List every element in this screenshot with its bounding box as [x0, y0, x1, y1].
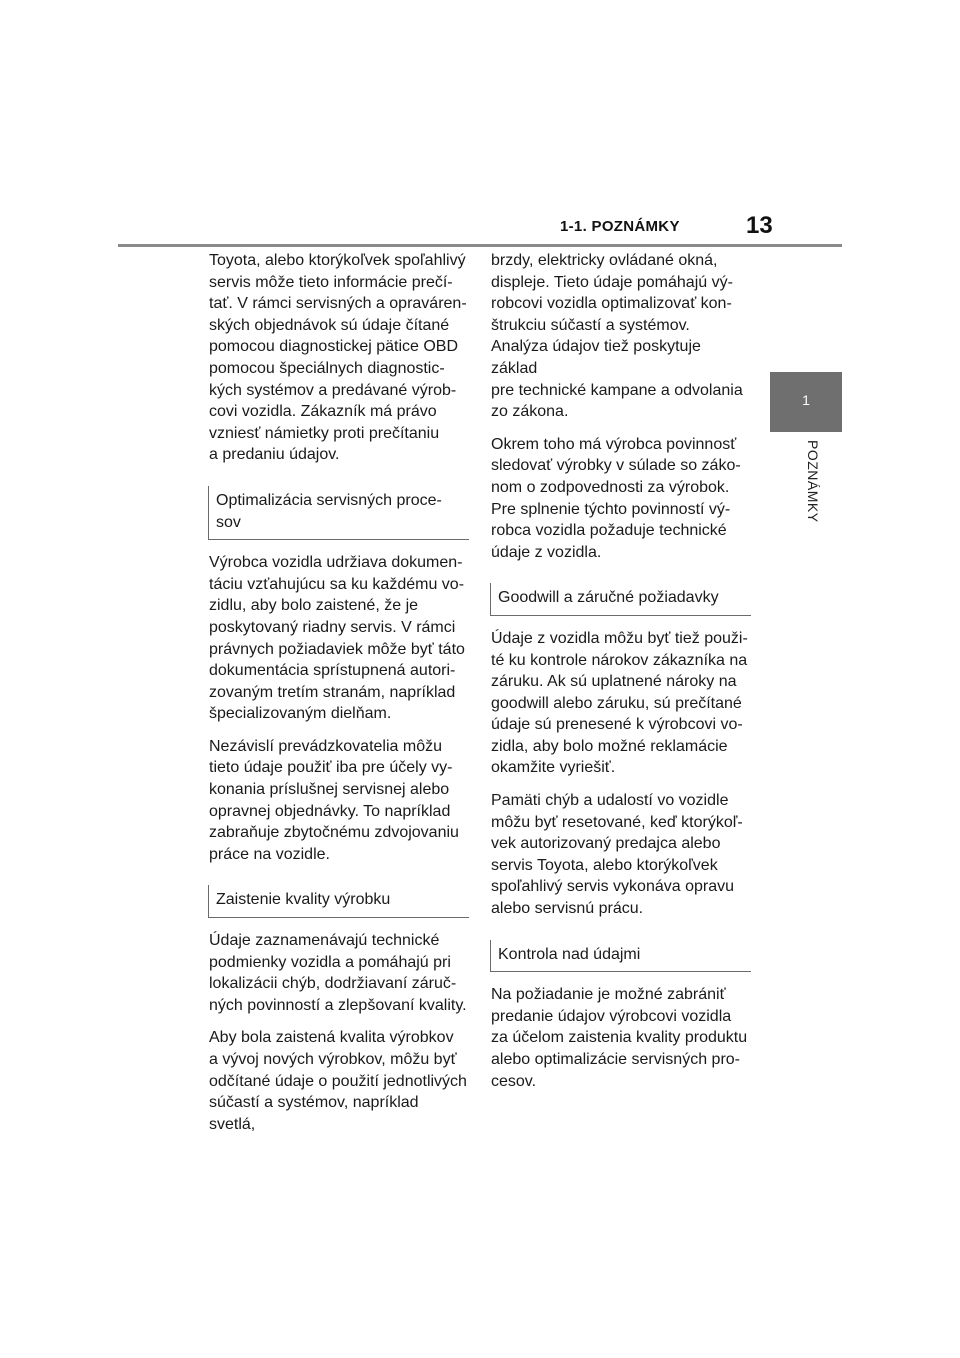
paragraph: Toyota, alebo ktorýkoľvek spoľahlivý servis môže tieto informácie prečí- tať. V rámci servisných a opraváren- ských objednávok sú údaje čítané pomocou diagnostickej pätice OBD pomocou špeciálnych diagnostic- kých systémov a predávané výrob- covi vozidla. Zákazník má právo vzniesť námietky proti prečítaniu a predaniu údajov. — [209, 252, 467, 464]
paragraph: brzdy, elektricky ovládané okná, displeje. Tieto údaje pomáhajú vý- robcovi vozidla optimalizovať kon- štrukciu súčastí a systémov. Analýza údajov tiež poskytuje základ pre technické kampane a odvolania zo zákona. — [491, 252, 743, 421]
paragraph: Údaje z vozidla môžu byť tiež použi- té ku kontrole nárokov zákazníka na záruku. Ak sú uplatnené nároky na goodwill alebo záruku, sú prečítané údaje sú prenesené k výrobcovi vo- zidla, aby bolo možné reklamácie okamžite vyriešiť. — [491, 629, 748, 777]
paragraph: Okrem toho má výrobca povinnosť sledovať výrobky v súlade so záko- nom o zodpovednosti za výrobok. Pre splnenie týchto povinností vý- robca vozidla požaduje technické údaje z vozidla. — [491, 435, 741, 561]
chapter-number: 1 — [802, 392, 810, 408]
paragraph: Na požiadanie je možné zabrániť predanie údajov výrobcovi vozidla za účelom zaistenia kvality produktu alebo optimalizácie servisných pro- cesov. — [491, 986, 748, 1090]
chapter-side-title: POZNÁMKY — [805, 440, 821, 523]
paragraph: Pamäti chýb a udalostí vo vozidle môžu byť resetované, keď ktorýkoľ- vek autorizovaný predajca alebo servis Toyota, alebo ktorýkoľvek spoľahlivý servis vykonáva opravu alebo servisnú prácu. — [491, 792, 743, 918]
right-column — [491, 250, 751, 1103]
subheading-goodwill-warranty: Goodwill a záručné požiadavky — [490, 583, 751, 616]
subheading-data-control: Kontrola nad údajmi — [490, 940, 751, 973]
section-title: 1-1. POZNÁMKY — [560, 218, 680, 235]
subheading-service-optimization: Optimalizácia servisných proce- sov — [208, 486, 469, 540]
paragraph: Údaje zaznamenávajú technické podmienky vozidla a pomáhajú pri lokalizácii chýb, dodržiavaní záruč- ných povinností a zlepšovaní kvality. — [209, 932, 467, 1014]
paragraph: Výrobca vozidla udržiava dokumen- táciu vzťahujúcu sa ku každému vo- zidlu, aby bolo zaistené, že je poskytovaný riadny servis. V rámci právnych požiadaviek môže byť táto dokumentácia sprístupnená autori- zovaným tretím stranám, napríklad špecializovaným dielňam. — [209, 554, 465, 723]
chapter-tab — [770, 372, 842, 432]
subheading-quality-assurance: Zaistenie kvality výrobku — [208, 885, 469, 918]
paragraph: Nezávislí prevádzkovatelia môžu tieto údaje použiť iba pre účely vy- konania príslušnej servisnej alebo opravnej objednávky. To napríklad zabraňuje zbytočnému zdvojovaniu práce na vozidle. — [209, 737, 459, 863]
left-column — [209, 250, 469, 1146]
header-divider — [118, 244, 842, 247]
paragraph: Aby bola zaistená kvalita výrobkov a vývoj nových výrobkov, môžu byť odčítané údaje o použití jednotlivých súčastí a systémov, napríklad svetlá, — [209, 1029, 467, 1133]
page-number: 13 — [746, 212, 773, 239]
